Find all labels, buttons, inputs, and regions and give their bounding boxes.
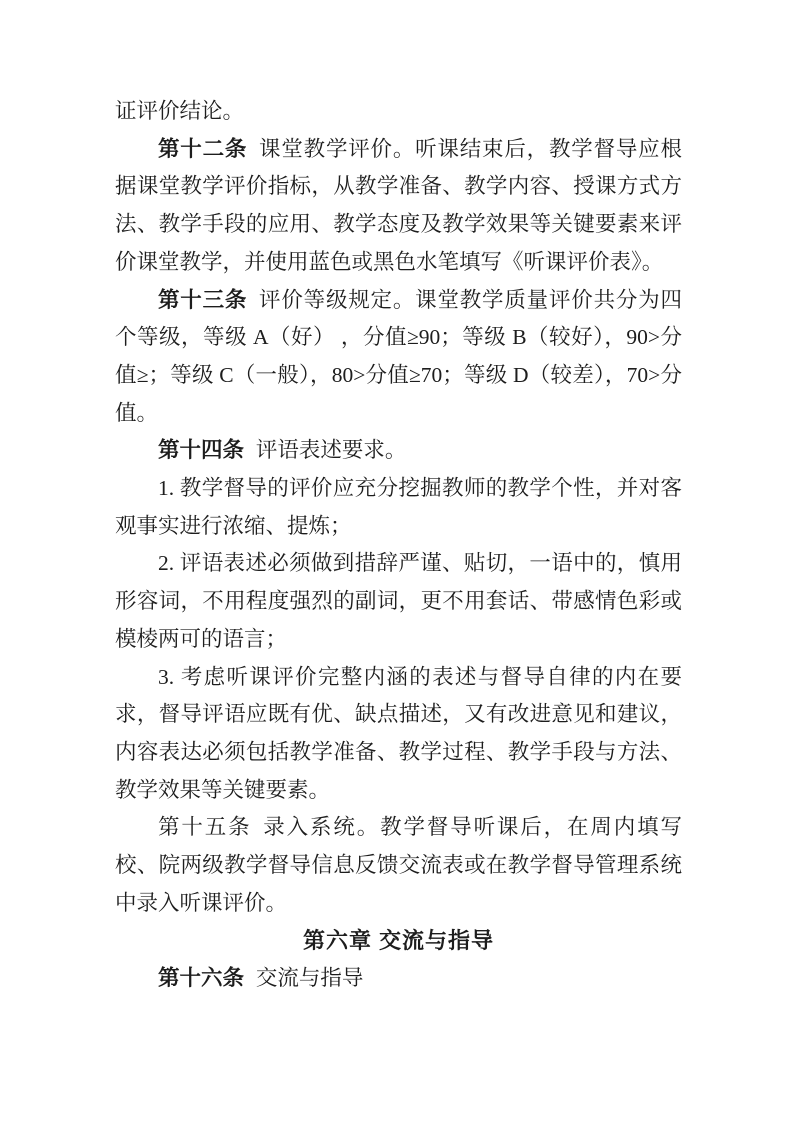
article-12-number: 第十二条: [158, 136, 248, 161]
article-14-item-3: [115, 659, 682, 810]
article-13: [115, 282, 682, 433]
article-14-item-1-text: 1. 教学督导的评价应充分挖掘教师的教学个性，并对客观事实进行浓缩、提炼；: [115, 476, 682, 538]
article-14-item-2-text: 2. 评语表述必须做到措辞严谨、贴切，一语中的，慎用形容词，不用程度强烈的副词，更不用套话、带感情色彩或模棱两可的语言；: [115, 551, 682, 651]
article-14-text: 评语表述要求。: [255, 438, 407, 463]
paragraph-continuation-text: 证评价结论。: [115, 99, 245, 123]
article-14-number: 第十四条: [158, 438, 245, 463]
article-14-item-3-text: 3. 考虑听课评价完整内涵的表述与督导自律的内在要求，督导评语应既有优、缺点描述，又有改进意见和建议，内容表达必须包括教学准备、教学过程、教学手段与方法、教学效果等关键要素。: [115, 664, 682, 802]
article-13-text: 评价等级规定。课堂教学质量评价共分为四个等级，等级 A（好） ，分值≥90；等级 B（较好），90>分值≥；等级 C（一般），80>分值≥70；等级 D（较差），70>分值。: [115, 287, 682, 425]
article-14: [115, 432, 682, 470]
article-16-number: 第十六条: [158, 966, 245, 991]
article-15-number: 第十五条: [158, 815, 252, 840]
article-15-text: 录入系统。教学督导听课后，在周内填写校、院两级教学督导信息反馈交流表或在教学督导管理系统中录入听课评价。: [115, 815, 682, 915]
article-15: [115, 809, 682, 922]
article-16-text: 交流与指导: [255, 966, 364, 991]
paragraph-continuation: [115, 93, 682, 131]
article-14-item-2: [115, 545, 682, 658]
article-12: [115, 131, 682, 282]
article-12-text: 课堂教学评价。听课结束后，教学督导应根据课堂教学评价指标，从教学准备、教学内容、授课方式方法、教学手段的应用、教学态度及教学效果等关键要素来评价课堂教学，并使用蓝色或黑色水笔填写《听课评价表》。: [115, 136, 682, 274]
article-13-number: 第十三条: [158, 287, 248, 312]
article-16: [115, 960, 682, 998]
chapter-6-heading: 第六章 交流与指导: [302, 928, 495, 954]
article-14-item-1: [115, 470, 682, 545]
